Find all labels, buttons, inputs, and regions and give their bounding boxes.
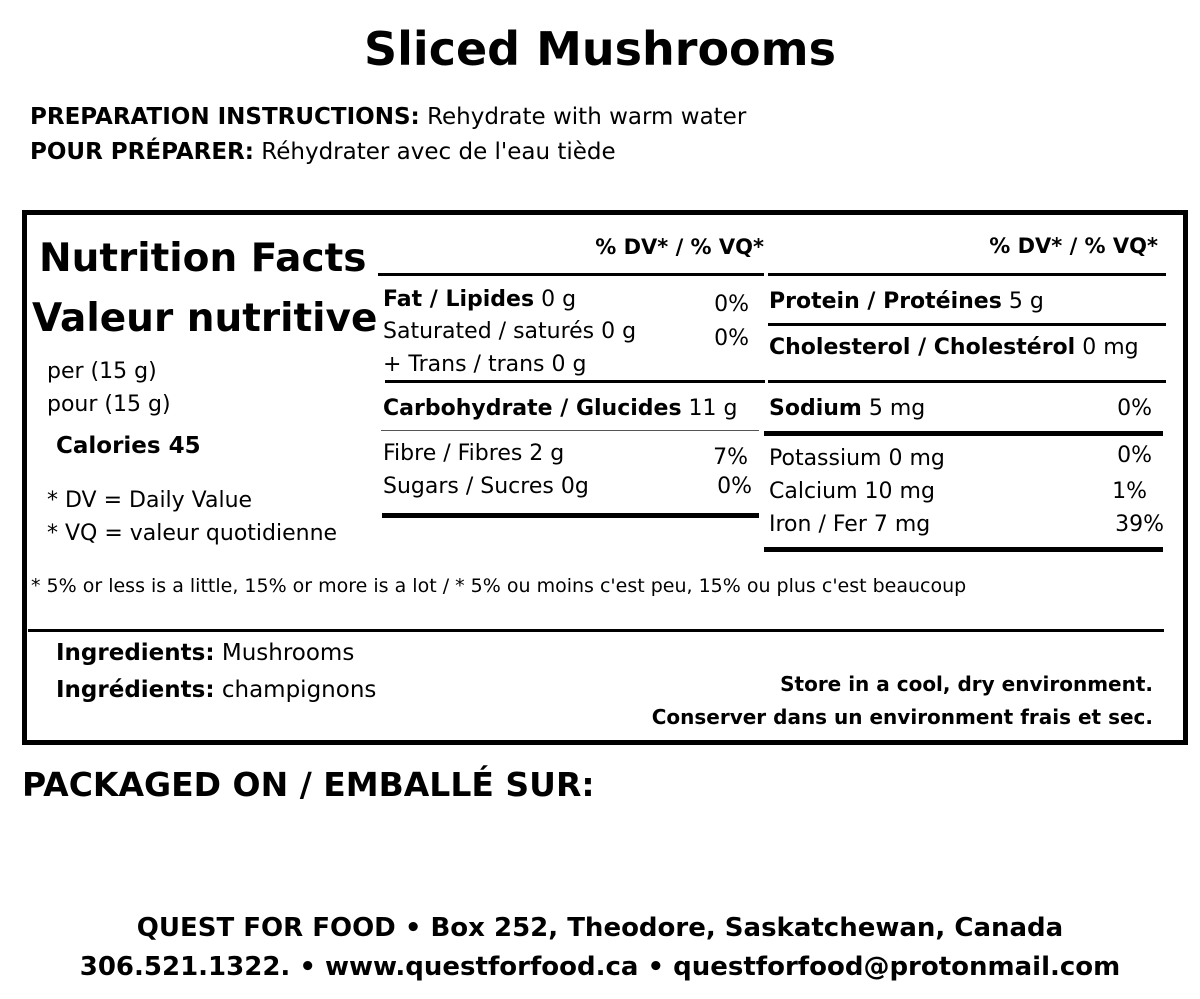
protein-row	[769, 289, 1044, 314]
fibre-dv: 7%	[713, 445, 748, 470]
divider-middle-carb	[381, 430, 759, 431]
protein-label: Protein / Protéines	[769, 289, 1002, 314]
preparation-fr-label: POUR PRÉPARER:	[30, 139, 254, 165]
cholesterol-label: Cholesterol / Cholestérol	[769, 335, 1076, 360]
divider-right-cholesterol	[768, 380, 1166, 383]
ingredients-en-text: Mushrooms	[221, 640, 355, 666]
fat-dv: 0%	[714, 292, 749, 317]
fat-label: Fat / Lipides	[383, 287, 535, 312]
preparation-fr	[30, 139, 616, 165]
protein-amount: 5 g	[1008, 289, 1044, 314]
preparation-en-text: Rehydrate with warm water	[427, 104, 747, 130]
valeur-nutritive-heading: Valeur nutritive	[32, 296, 378, 341]
dv-footnote: * 5% or less is a little, 15% or more is a lot / * 5% ou moins c'est peu, 15% ou plus c'est beaucoup	[31, 575, 967, 597]
serving-size-en: per (15 g)	[47, 359, 157, 384]
divider-ingredients	[28, 629, 1164, 632]
sugars-label: Sugars / Sucres 0g	[383, 474, 589, 499]
sodium-label: Sodium	[769, 396, 862, 421]
storage-en: Store in a cool, dry environment.	[780, 672, 1153, 696]
preparation-en	[30, 104, 746, 130]
carbohydrate-label: Carbohydrate / Glucides	[383, 396, 682, 421]
iron-dv: 39%	[1115, 512, 1164, 537]
saturated-label: Saturated / saturés 0 g	[383, 319, 637, 344]
ingredients-en	[56, 640, 354, 666]
divider-middle-fat	[385, 380, 765, 383]
calcium-label: Calcium 10 mg	[769, 479, 935, 504]
saturated-dv: 0%	[714, 326, 749, 351]
fat-row	[383, 287, 576, 312]
divider-middle-bottom	[382, 513, 759, 518]
ingredients-fr-text: champignons	[221, 677, 377, 703]
ingredients-fr	[56, 677, 376, 703]
divider-right-sodium	[764, 431, 1163, 436]
divider-right-top	[768, 273, 1166, 276]
carbohydrate-amount: 11 g	[688, 396, 738, 421]
dv-header-left: % DV* / % VQ*	[595, 235, 764, 259]
divider-middle-top	[378, 273, 764, 276]
calcium-dv: 1%	[1112, 479, 1147, 504]
divider-right-protein	[768, 323, 1166, 326]
divider-right-bottom	[764, 547, 1163, 552]
serving-size-fr: pour (15 g)	[47, 392, 171, 417]
dv-note: * DV = Daily Value	[47, 488, 253, 513]
iron-label: Iron / Fer 7 mg	[769, 512, 931, 537]
cholesterol-amount: 0 mg	[1082, 335, 1139, 360]
vq-note: * VQ = valeur quotidienne	[47, 521, 338, 546]
sodium-row	[769, 396, 925, 421]
storage-fr: Conserver dans un environment frais et sec.	[651, 705, 1153, 729]
trans-label: + Trans / trans 0 g	[383, 352, 587, 377]
sugars-dv: 0%	[717, 474, 752, 499]
product-title: Sliced Mushrooms	[364, 22, 836, 76]
potassium-label: Potassium 0 mg	[769, 446, 945, 471]
preparation-en-label: PREPARATION INSTRUCTIONS:	[30, 104, 420, 130]
nutrition-facts-heading: Nutrition Facts	[39, 236, 367, 281]
fat-amount: 0 g	[541, 287, 577, 312]
dv-header-right: % DV* / % VQ*	[989, 234, 1158, 258]
footer-address: QUEST FOR FOOD • Box 252, Theodore, Saskatchewan, Canada	[136, 913, 1064, 943]
cholesterol-row	[769, 335, 1139, 360]
ingredients-fr-label: Ingrédients:	[56, 677, 215, 703]
sodium-amount: 5 mg	[868, 396, 926, 421]
preparation-fr-text: Réhydrater avec de l'eau tiède	[261, 139, 616, 165]
calories: Calories 45	[56, 433, 201, 459]
packaged-on-label: PACKAGED ON / EMBALLÉ SUR:	[22, 765, 595, 804]
carbohydrate-row	[383, 396, 738, 421]
potassium-dv: 0%	[1117, 443, 1152, 468]
fibre-label: Fibre / Fibres 2 g	[383, 441, 565, 466]
ingredients-en-label: Ingredients:	[56, 640, 215, 666]
footer-contact: 306.521.1322. • www.questforfood.ca • questforfood@protonmail.com	[79, 952, 1121, 982]
sodium-dv: 0%	[1117, 396, 1152, 421]
